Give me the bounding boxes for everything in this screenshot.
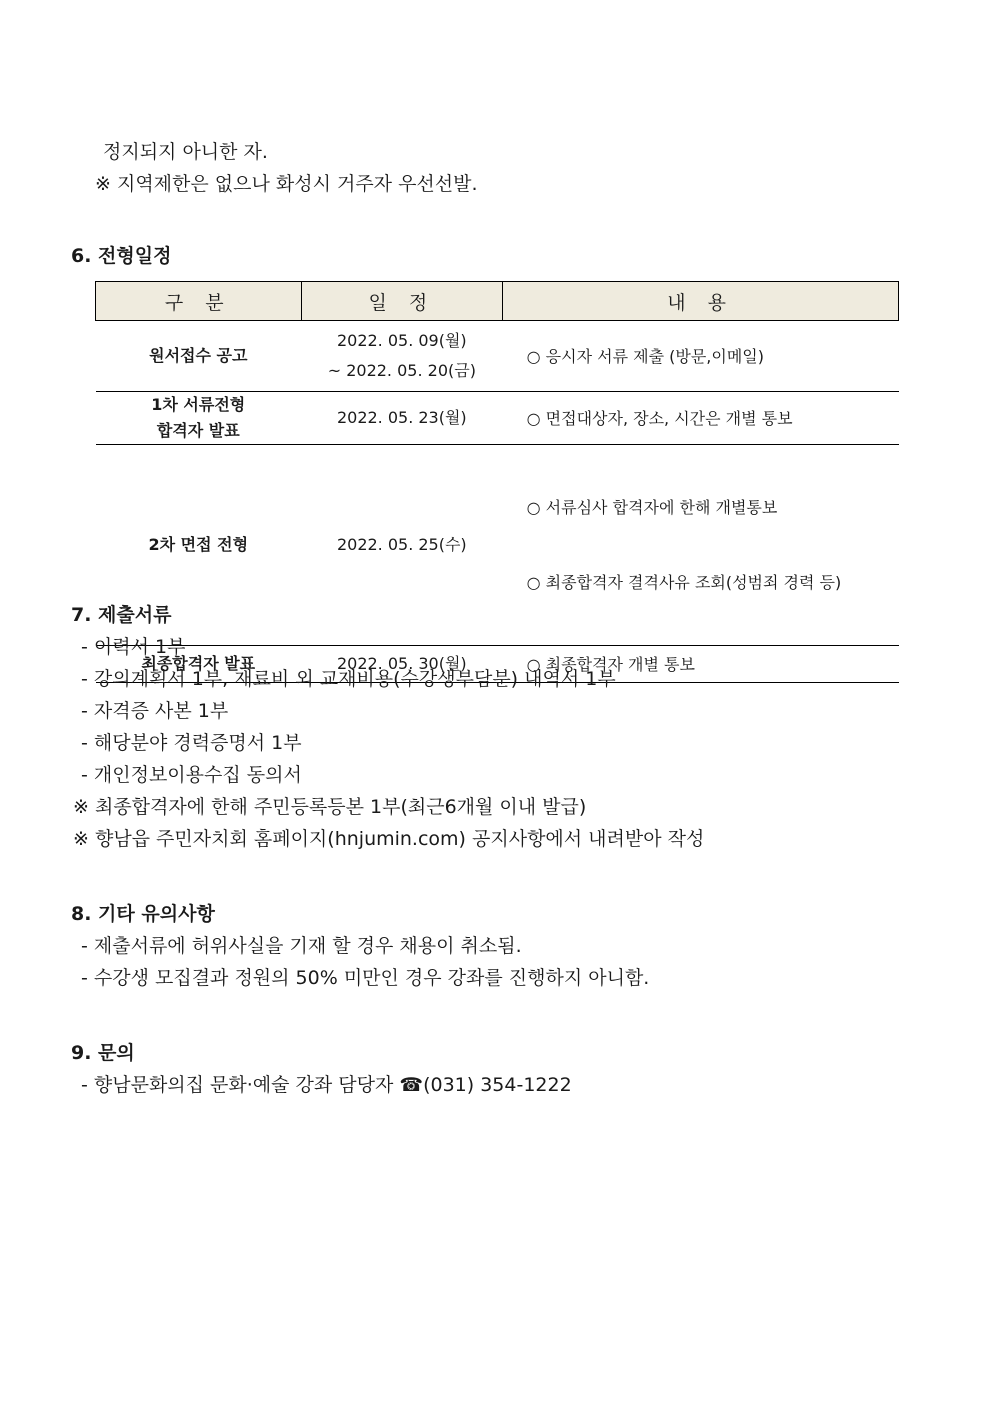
table-header-row [96, 282, 899, 321]
row-category: 최종합격자 발표 [96, 646, 302, 683]
note-item: ※ 향남읍 주민자치회 홈페이지(hnjumin.com) 공지사항에서 내려받아 작성 [73, 828, 705, 850]
content-line: ○ 서류심사 합격자에 한해 개별통보 [526, 498, 778, 517]
header-category: 구 분 [96, 282, 302, 321]
row-date: 2022. 05. 30(월) [301, 646, 503, 683]
row-content: ○ 응시자 서류 제출 (방문,이메일) [503, 321, 899, 392]
row-category [96, 392, 302, 445]
row-content [503, 445, 899, 646]
header-content: 내 용 [503, 282, 899, 321]
schedule-table [95, 281, 899, 683]
region-note: ※ 지역제한은 없으나 화성시 거주자 우선선발. [95, 173, 478, 195]
category-line: 합격자 발표 [156, 421, 240, 440]
category-line: 1차 서류전형 [151, 395, 246, 414]
intro-line: 정지되지 아니한 자. [103, 141, 268, 163]
list-item: - 자격증 사본 1부 [81, 700, 229, 722]
section-6-title: 6. 전형일정 [71, 245, 172, 267]
date-end: ~ 2022. 05. 20(금) [327, 361, 476, 380]
row-content: ○ 면접대상자, 장소, 시간은 개별 통보 [503, 392, 899, 445]
date-start: 2022. 05. 09(월) [336, 331, 467, 350]
header-date: 일 정 [301, 282, 503, 321]
list-item: - 개인정보이용수집 동의서 [81, 764, 302, 786]
section-8-title: 8. 기타 유의사항 [71, 903, 215, 925]
row-content: ○ 최종합격자 개별 통보 [503, 646, 899, 683]
section-9-title: 9. 문의 [71, 1042, 135, 1064]
list-item: - 수강생 모집결과 정원의 50% 미만인 경우 강좌를 진행하지 아니함. [81, 967, 650, 989]
row-date [301, 321, 503, 392]
list-item: - 해당분야 경력증명서 1부 [81, 732, 302, 754]
row-category: 2차 면접 전형 [96, 445, 302, 646]
table-row [96, 321, 899, 392]
contact-line: - 향남문화의집 문화·예술 강좌 담당자 ☎(031) 354-1222 [81, 1074, 572, 1096]
row-category: 원서접수 공고 [96, 321, 302, 392]
row-date: 2022. 05. 23(월) [301, 392, 503, 445]
table-row [96, 392, 899, 445]
row-date: 2022. 05. 25(수) [301, 445, 503, 646]
table-row [96, 445, 899, 646]
note-item: ※ 최종합격자에 한해 주민등록등본 1부(최근6개월 이내 발급) [73, 796, 587, 818]
section-7-title: 7. 제출서류 [71, 604, 172, 626]
list-item: - 강의계획서 1부, 재료비 외 교재비용(수강생부담분) 내역서 1부 [81, 668, 616, 690]
list-item: - 이력서 1부 [81, 636, 186, 658]
content-line: ○ 최종합격자 결격사유 조회(성범죄 경력 등) [526, 573, 842, 592]
list-item: - 제출서류에 허위사실을 기재 할 경우 채용이 취소됨. [81, 935, 522, 957]
